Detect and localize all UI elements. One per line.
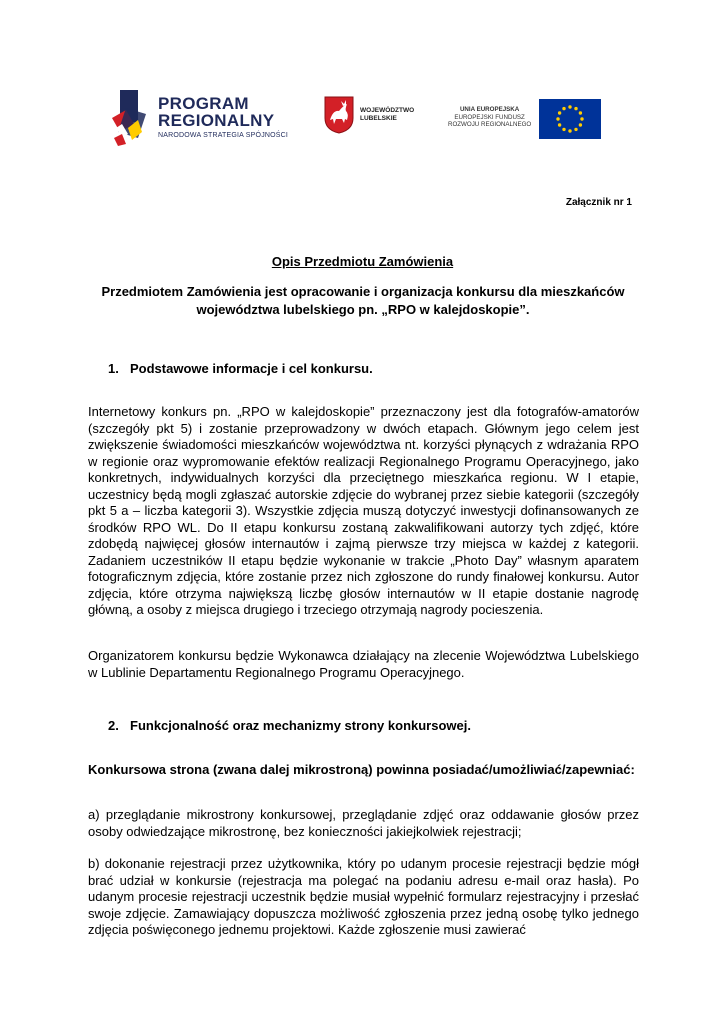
- wojewodztwo-line1: WOJEWÓDZTWO: [360, 107, 415, 114]
- section1-number: 1.: [108, 361, 119, 376]
- ue-line3: ROZWOJU REGIONALNEGO: [448, 121, 532, 128]
- program-line3: NARODOWA STRATEGIA SPÓJNOŚCI: [158, 132, 289, 139]
- program-regionalny-logo-icon: [112, 88, 152, 146]
- document-title: Opis Przedmiotu Zamówienia: [271, 254, 454, 269]
- ue-line2: EUROPEJSKI FUNDUSZ: [454, 113, 525, 121]
- section2-intro: Konkursowa strona (zwana dalej mikrostroną) powinna posiadać/umożliwiać/zapewniać:: [88, 762, 635, 777]
- ue-line1: UNIA EUROPEJSKA: [459, 106, 520, 113]
- ue-logo: [448, 99, 601, 139]
- section2-number: 2.: [108, 718, 119, 733]
- program-regionalny-logo: [112, 88, 288, 146]
- section1-paragraph1: Internetowy konkurs pn. „RPO w kalejdoskopie” przeznaczony jest dla fotografów-amatorów (szczegóły pkt 5) i zostanie przeprowadzony w dwóch etapach. Głównym jego celem jest zwiększenie świadomości mieszkańców województwa nt. korzyści płynących z wdrażania RPO w regionie oraz wypromowanie efektów realizacji Regionalnego Programu Operacyjnego, jako konkretnych, indywidualnych korzyści dla przeciętnego mieszkańca regionu. W I etapie, uczestnicy będą mogli zgłaszać autorskie zdjęcie do wybranej przez siebie kategorii (szczegóły pkt 5 a – liczba kategorii 3). Wszystkie zdjęcia muszą dotyczyć inwestycji dofinansowanych ze środków RPO WL. Do II etapu konkursu zostaną zakwalifikowani autorzy tych zdjęć, które zdobędą najwięcej głosów internautów i zajmą pierwsze trzy miejsca w każdej z kategorii. Zadaniem uczestników II etapu będzie wykonanie w trakcie „Photo Day” własnym aparatem fotograficznym zdjęcia, które zostanie przez nich zgłoszone do rundy finałowej konkursu. Autor zdjęcia, które otrzyma największą liczbę głosów internautów w II etapie dostanie nagrodę główną, a osoby z miejsca drugiego i trzeciego otrzymają nagrody pocieszenia.: [88, 404, 639, 617]
- section2-heading: [108, 718, 471, 733]
- document-subtitle: Przedmiotem Zamówienia jest opracowanie i organizacja konkursu dla mieszkańców województwa lubelskiego pn. „RPO w kalejdoskopie”.: [101, 284, 625, 317]
- section1-title: Podstawowe informacje i cel konkursu.: [130, 361, 373, 376]
- attachment-label: Załącznik nr 1: [565, 197, 632, 208]
- section1-heading: [108, 361, 373, 376]
- program-line2: REGIONALNY: [158, 111, 275, 130]
- section2-title: Funkcjonalność oraz mechanizmy strony konkursowej.: [130, 718, 471, 733]
- header-logos: [112, 86, 612, 146]
- section2-item-b: b) dokonanie rejestracji przez użytkownika, który po udanym procesie rejestracji będzie mógł brać udział w konkursie (rejestracja ma polegać na podaniu adresu e-mail oraz hasła). Po udanym procesie rejestracji uczestnik będzie musiał wypełnić formularz rejestracyjny i przesłać swoje zdjęcie. Zamawiający dopuszcza możliwość zgłoszenia przez jedną osobę tylko jednego zdjęcia poświęconego jednemu projektowi. Każde zgłoszenie musi zawierać: [88, 856, 639, 937]
- lubelskie-coat-of-arms-icon: [324, 96, 354, 134]
- eu-flag-icon: [539, 99, 601, 139]
- wojewodztwo-line2: LUBELSKIE: [360, 115, 397, 122]
- section1-paragraph2: Organizatorem konkursu będzie Wykonawca działający na zlecenie Województwa Lubelskiego w Lublinie Departamentu Regionalnego Programu Operacyjnego.: [88, 648, 639, 680]
- wojewodztwo-logo: [324, 96, 414, 134]
- program-line1: PROGRAM: [158, 94, 249, 113]
- section2-item-a: a) przeglądanie mikrostrony konkursowej, przeglądanie zdjęć oraz oddawanie głosów przez osoby odwiedzające mikrostronę, bez konieczności jakiejkolwiek rejestracji;: [88, 807, 639, 839]
